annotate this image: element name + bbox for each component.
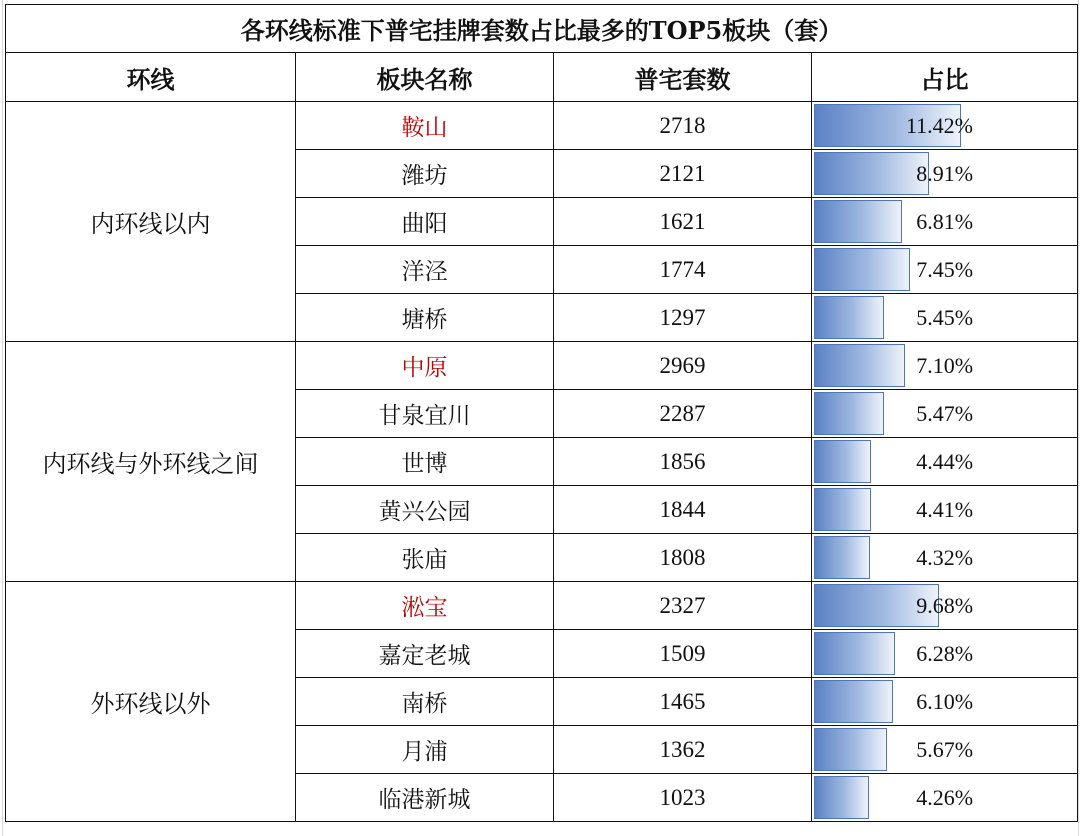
count-cell[interactable]: 2121	[554, 150, 812, 198]
block-name-cell[interactable]: 临港新城	[296, 774, 554, 822]
share-value: 8.91%	[916, 160, 974, 186]
count-cell[interactable]: 1621	[554, 198, 812, 246]
share-value: 4.32%	[916, 544, 974, 570]
block-name-cell[interactable]: 月浦	[296, 726, 554, 774]
count-cell[interactable]: 2718	[554, 102, 812, 150]
ring-group-cell[interactable]: 内环线与外环线之间	[6, 342, 296, 582]
share-cell[interactable]	[812, 774, 1078, 822]
share-value: 7.10%	[916, 352, 974, 378]
share-cell[interactable]	[812, 534, 1078, 582]
share-value: 6.28%	[916, 640, 974, 666]
count-cell[interactable]: 1023	[554, 774, 812, 822]
table-row	[6, 582, 1078, 630]
share-value: 6.10%	[916, 688, 974, 714]
count-cell[interactable]: 1808	[554, 534, 812, 582]
block-name-cell[interactable]: 世博	[296, 438, 554, 486]
table-title[interactable]: 各环线标准下普宅挂牌套数占比最多的TOP5板块（套）	[6, 5, 1078, 53]
block-name-cell[interactable]: 中原	[296, 342, 554, 390]
block-name-cell[interactable]: 鞍山	[296, 102, 554, 150]
share-value: 4.41%	[916, 496, 974, 522]
table-row	[6, 102, 1078, 150]
count-cell[interactable]: 1362	[554, 726, 812, 774]
share-value: 5.47%	[916, 400, 974, 426]
header-block-name[interactable]: 板块名称	[296, 53, 554, 102]
share-cell[interactable]	[812, 198, 1078, 246]
block-name-cell[interactable]: 黄兴公园	[296, 486, 554, 534]
share-value: 11.42%	[906, 112, 974, 138]
share-cell[interactable]	[812, 342, 1078, 390]
grid-line	[1078, 0, 1079, 836]
table-row	[6, 342, 1078, 390]
block-name-cell[interactable]: 潍坊	[296, 150, 554, 198]
count-cell[interactable]: 2287	[554, 390, 812, 438]
table-body	[6, 102, 1078, 822]
share-cell[interactable]	[812, 678, 1078, 726]
share-cell[interactable]	[812, 150, 1078, 198]
block-name-cell[interactable]: 淞宝	[296, 582, 554, 630]
share-value: 9.68%	[916, 592, 974, 618]
count-cell[interactable]: 1465	[554, 678, 812, 726]
share-value: 4.44%	[916, 448, 974, 474]
header-ring[interactable]: 环线	[6, 53, 296, 102]
share-cell[interactable]	[812, 102, 1078, 150]
share-cell[interactable]	[812, 486, 1078, 534]
block-name-cell[interactable]: 南桥	[296, 678, 554, 726]
count-cell[interactable]: 2969	[554, 342, 812, 390]
share-cell[interactable]	[812, 246, 1078, 294]
ring-group-cell[interactable]: 外环线以外	[6, 582, 296, 822]
block-name-cell[interactable]: 嘉定老城	[296, 630, 554, 678]
count-cell[interactable]: 1844	[554, 486, 812, 534]
block-name-cell[interactable]: 塘桥	[296, 294, 554, 342]
count-cell[interactable]: 1509	[554, 630, 812, 678]
share-cell[interactable]	[812, 438, 1078, 486]
share-cell[interactable]	[812, 630, 1078, 678]
share-cell[interactable]	[812, 294, 1078, 342]
header-share[interactable]: 占比	[812, 53, 1078, 102]
share-value: 5.45%	[916, 304, 974, 330]
block-name-cell[interactable]: 张庙	[296, 534, 554, 582]
count-cell[interactable]: 1297	[554, 294, 812, 342]
block-name-cell[interactable]: 曲阳	[296, 198, 554, 246]
share-cell[interactable]	[812, 582, 1078, 630]
share-value: 5.67%	[916, 736, 974, 762]
top5-blocks-table	[5, 4, 1078, 822]
block-name-cell[interactable]: 洋泾	[296, 246, 554, 294]
count-cell[interactable]: 1774	[554, 246, 812, 294]
block-name-cell[interactable]: 甘泉宜川	[296, 390, 554, 438]
grid-line	[2, 0, 3, 836]
share-value: 4.26%	[916, 784, 974, 810]
share-cell[interactable]	[812, 726, 1078, 774]
header-count[interactable]: 普宅套数	[554, 53, 812, 102]
count-cell[interactable]: 2327	[554, 582, 812, 630]
ring-group-cell[interactable]: 内环线以内	[6, 102, 296, 342]
share-value: 6.81%	[916, 208, 974, 234]
share-cell[interactable]	[812, 390, 1078, 438]
count-cell[interactable]: 1856	[554, 438, 812, 486]
share-value: 7.45%	[916, 256, 974, 282]
